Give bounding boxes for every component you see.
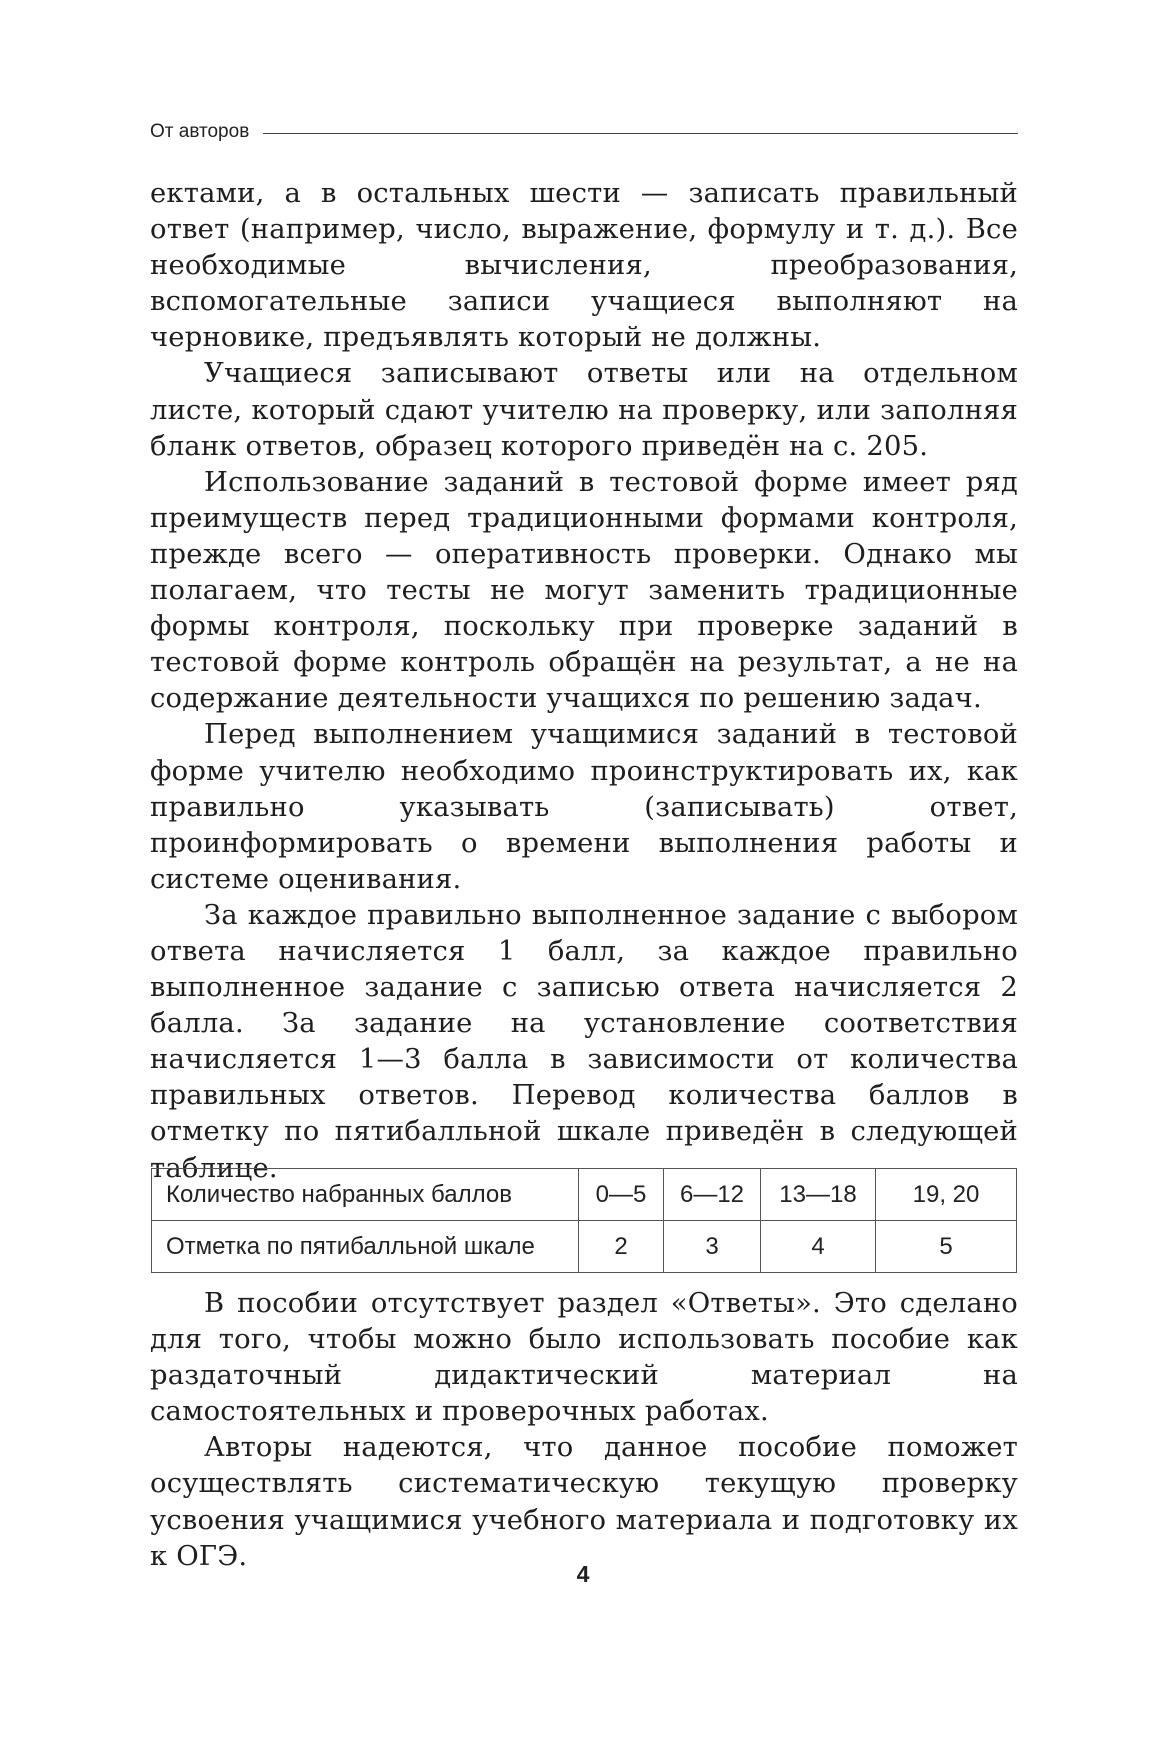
paragraph-tests-advantages: Использование заданий в тестовой форме имеет ряд преимуществ перед традиционными формами контроля, прежде всего — оперативность проверки. Однако мы полагаем, что тесты не могут заменить традиционные формы контроля, поскольку при проверке заданий в тестовой форме контроль обращён на результат, а не на содержание деятельности учащихся по решению задач. <box>150 466 1018 715</box>
body-text-bottom <box>150 1286 1018 1575</box>
table-cell: 4 <box>761 1221 876 1273</box>
table-cell: 19, 20 <box>876 1169 1017 1221</box>
table-cell: 2 <box>579 1221 664 1273</box>
paragraph-scoring: За каждое правильно выполненное задание с выбором ответа начисляется 1 балл, за каждое правильно выполненное задание с записью ответа начисляется 2 балла. За задание на установление соответствия начисляется 1—3 балла в зависимости от количества правильных ответов. Перевод количества баллов в отметку по пятибалльной шкале приведён в следующей таблице. <box>150 899 1018 1184</box>
table-row-label: Отметка по пятибалльной шкале <box>152 1221 579 1273</box>
table-cell: 6—12 <box>664 1169 761 1221</box>
table-cell: 5 <box>876 1221 1017 1273</box>
paragraph-answers: Учащиеся записывают ответы или на отдельном листе, который сдают учителю на проверку, или заполняя бланк ответов, образец которого приведён на с. 205. <box>150 358 1018 462</box>
body-text-top <box>150 176 1018 1187</box>
table-cell: 0—5 <box>579 1169 664 1221</box>
paragraph-continuation: ектами, а в остальных шести — записать правильный ответ (например, число, выражение, формулу и т. д.). Все необходимые вычисления, преобразования, вспомогательные записи учащиеся выполняют на черновике, предъявлять который не должны. <box>150 178 1018 354</box>
paragraph-authors-hope: Авторы надеются, что данное пособие поможет осуществлять систематическую текущую проверку усвоения учащимися учебного материала и подготовку их к ОГЭ. <box>150 1432 1018 1572</box>
running-header <box>150 118 1018 146</box>
grade-conversion-table <box>151 1168 1017 1273</box>
table-row <box>152 1221 1017 1273</box>
header-rule <box>263 133 1018 134</box>
paragraph-instructions: Перед выполнением учащимися заданий в тестовой форме учителю необходимо проинструктировать их, как правильно указывать (записывать) ответ, проинформировать о времени выполнения работы и системе оценивания. <box>150 719 1018 895</box>
table-cell: 13—18 <box>761 1169 876 1221</box>
table-row <box>152 1169 1017 1221</box>
page-number: 4 <box>576 1561 590 1587</box>
table-row-label: Количество набранных баллов <box>152 1169 579 1221</box>
running-header-title: От авторов <box>150 121 250 142</box>
table-cell: 3 <box>664 1221 761 1273</box>
paragraph-no-answers-section: В пособии отсутствует раздел «Ответы». Это сделано для того, чтобы можно было использовать пособие как раздаточный дидактический материал на самостоятельных и проверочных работах. <box>150 1288 1018 1428</box>
